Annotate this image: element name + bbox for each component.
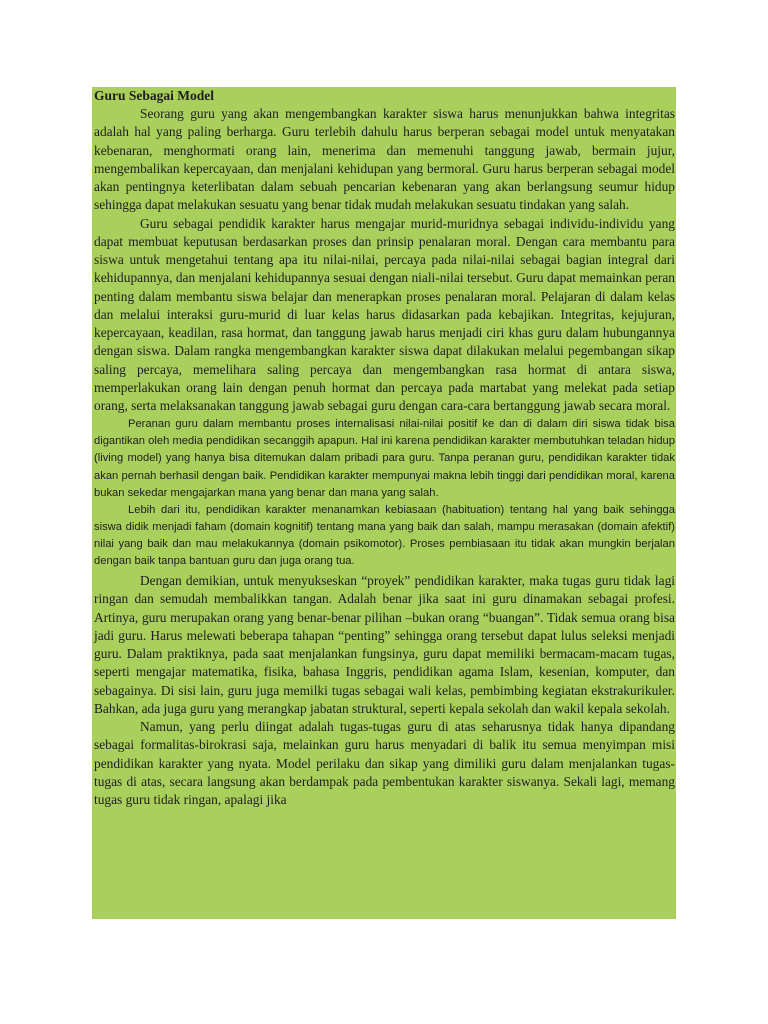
highlighted-text-block: [92, 87, 676, 919]
paragraph-3: Peranan guru dalam membantu proses internalisasi nilai-nilai positif ke dan di dalam diri siswa tidak bisa digantikan oleh media pendidikan secanggih apapun. Hal ini karena pendidikan karakter membutuhkan teladan hidup (living model) yang hanya bisa ditemukan dalam pribadi para guru. Tanpa peranan guru, pendidikan karakter tidak akan pernah berhasil dengan baik. Pendidikan karakter mempunyai makna lebih tinggi dari pendidikan moral, karena bukan sekedar mengajarkan mana yang benar dan mana yang salah.: [94, 418, 675, 499]
document-content: [92, 87, 676, 809]
document-title: Guru Sebagai Model: [94, 88, 215, 103]
paragraph-2: Guru sebagai pendidik karakter harus mengajar murid-muridnya sebagai individu-individu yang dapat membuat keputusan berdasarkan proses dan prinsip penalaran moral. Dengan cara membantu para siswa untuk mengetahui tentang apa itu nilai-nilai, percaya pada nilai-nilai sebagai bagian integral dari kehidupannya, dan menjalani kehidupannya sesuai dengan niali-nilai tersebut. Guru dapat memainkan peran penting dalam membantu siswa belajar dan menerapkan proses penalaran moral. Pelajaran di dalam kelas dan melalui interaksi guru-murid di luar kelas harus didasarkan pada kebajikan. Integritas, kejujuran, kepercayaan, keadilan, rasa hormat, dan tanggung jawab harus menjadi ciri khas guru dalam hubungannya dengan siswa. Dalam rangka mengembangkan karakter siswa dapat dilakukan melalui pegembangan sikap saling percaya, memelihara saling percaya dan mengembangkan rasa hormat di antara siswa, memperlakukan orang lain dengan penuh hormat dan percaya pada martabat yang melekat pada setiap orang, serta melaksanakan tanggung jawab sebagai guru dengan cara-cara bertanggung jawab secara moral.: [94, 215, 675, 413]
paragraph-4: Lebih dari itu, pendidikan karakter menanamkan kebiasaan (habituation) tentang hal yang baik sehingga siswa didik menjadi faham (domain kognitif) tentang mana yang baik dan salah, mampu merasakan (domain afektif) nilai yang baik dan mau melakukannya (domain psikomotor). Proses pembiasaan itu tidak akan mungkin berjalan dengan baik tanpa bantuan guru dan juga orang tua.: [94, 503, 675, 567]
paragraph-6: Namun, yang perlu diingat adalah tugas-tugas guru di atas seharusnya tidak hanya dipandang sebagai formalitas-birokrasi saja, melainkan guru harus menyadari di balik itu semua menyimpan misi pendidikan karakter yang nyata. Model perilaku dan sikap yang dimiliki guru dalam menjalankan tugas-tugas di atas, secara langsung akan berdampak pada pembentukan karakter siswanya. Sekali lagi, memang tugas guru tidak ringan, apalagi jika: [94, 719, 675, 808]
paragraph-1: Seorang guru yang akan mengembangkan karakter siswa harus menunjukkan bahwa integritas adalah hal yang paling berharga. Guru terlebih dahulu harus berperan sebagai model untuk menyatakan kebenaran, menghormati orang lain, menerima dan memenuhi tanggung jawab, bermain jujur, mengembalikan kepercayaan, dan menjalani kehidupan yang bermoral. Guru harus berperan sebagai model akan pentingnya keterlibatan dalam sebuah pencarian kebenaran yang akan berlangsung seumur hidup sehingga dapat melakukan sesuatu yang benar tidak mudah melakukan sesuatu tindakan yang salah.: [94, 106, 675, 213]
paragraph-5: Dengan demikian, untuk menyukseskan “proyek” pendidikan karakter, maka tugas guru tidak lagi ringan dan semudah membalikkan tangan. Adalah benar jika saat ini guru dinamakan sebagai profesi. Artinya, guru merupakan orang yang benar-benar pilihan –bukan orang “buangan”. Tidak semua orang bisa jadi guru. Harus melewati beberapa tahapan “penting” sehingga orang tersebut dapat lulus seleksi menjadi guru. Dalam praktiknya, pada saat menjalankan fungsinya, guru dapat memiliki bermacam-macam tugas, seperti mengajar matematika, fisika, bahasa Inggris, pendidikan agama Islam, kesenian, komputer, dan sebagainya. Di sisi lain, guru juga memilki tugas sebagai wali kelas, pembimbing kegiatan ekstrakurikuler. Bahkan, ada juga guru yang merangkap jabatan struktural, seperti kepala sekolah dan wakil kepala sekolah.: [94, 573, 675, 716]
